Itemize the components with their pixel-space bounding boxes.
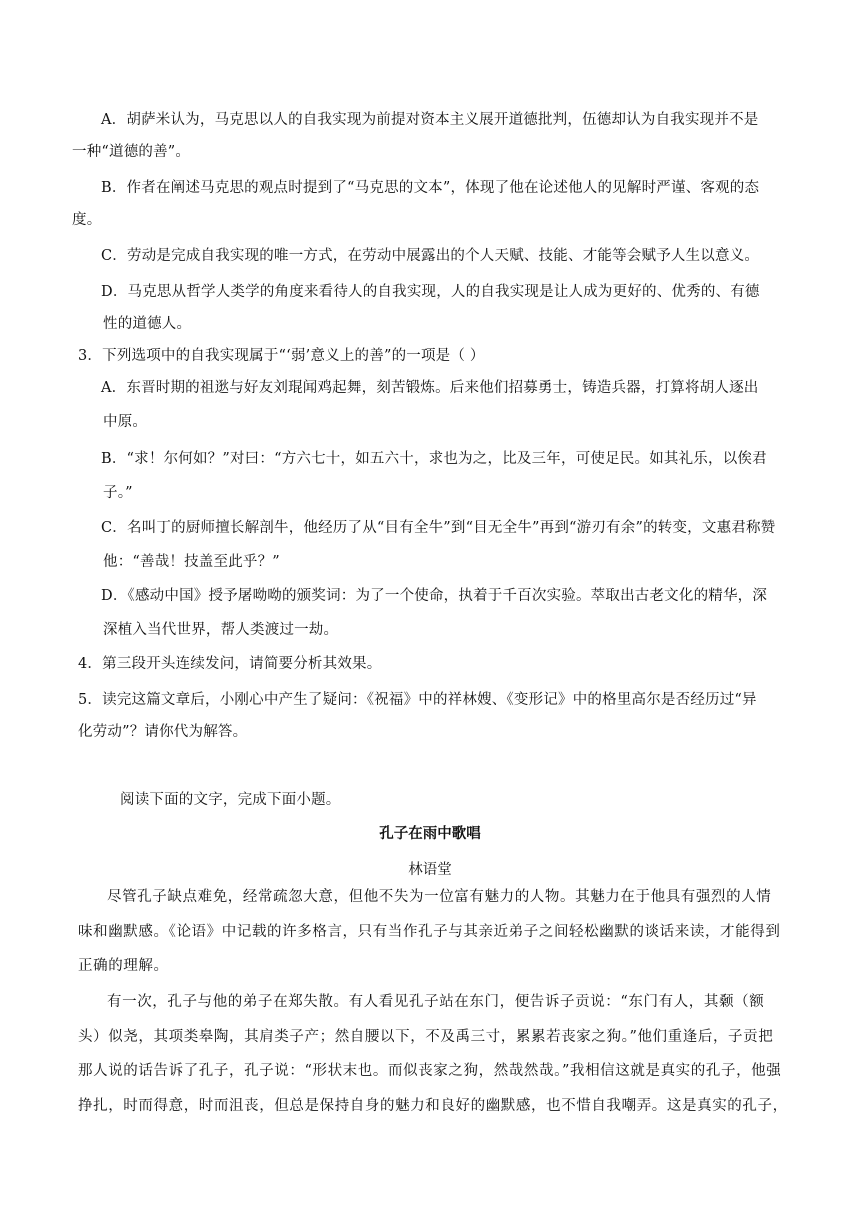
- article-author: 林语堂: [408, 862, 452, 878]
- article-paragraph-2: [78, 985, 788, 1123]
- q5-stem-cont: [78, 716, 783, 748]
- q2-option-b: [103, 172, 783, 204]
- q3-option-c-line1: C．名叫丁的厨师擅长解剖牛，他经历了从“目有全牛”到“目无全牛”再到“游刃有余”的转变，文惠君称赞: [101, 520, 776, 536]
- q3-option-b-line2: 子。”: [103, 485, 133, 501]
- q3-option-a: [103, 372, 783, 404]
- article-p2-line2: 头）似尧，其项类皋陶，其肩类子产；然自腰以下，不及禹三寸，累累若丧家之狗。”他们重逢后，子贡把: [78, 1028, 774, 1045]
- article-paragraph-1: [78, 880, 783, 984]
- q3-option-a-line1: A．东晋时期的祖逖与好友刘琨闻鸡起舞，刻苦锻炼。后来他们招募勇士，铸造兵器，打算将胡人逐出: [101, 380, 759, 396]
- q3-option-c: [103, 512, 783, 544]
- q3-option-d-line2: 深植入当代世界，帮人类渡过一劫。: [103, 622, 339, 638]
- q3-option-d-line1: D．《感动中国》授予屠呦呦的颁奖词：为了一个使命，执着于千百次实验。萃取出古老文化的精华，深: [101, 588, 768, 604]
- q5-stem-line1: 5．读完这篇文章后，小刚心中产生了疑问：《祝福》中的祥林嫂、《变形记》中的格里高尔是否经历过“异: [78, 692, 757, 708]
- q2-option-a-line2: 一种“道德的善”。: [72, 144, 191, 160]
- q3-stem: [78, 340, 783, 372]
- q3-option-a-cont: [103, 406, 783, 438]
- q4-stem: [78, 648, 783, 680]
- q2-option-d: [103, 276, 783, 308]
- q2-option-c: [103, 240, 783, 272]
- q3-option-d-cont: [103, 614, 783, 646]
- q3-option-c-cont: [103, 546, 783, 578]
- q5-stem-line2: 化劳动”？请你代为解答。: [78, 724, 248, 740]
- article-p2-line4: 挣扎，时而得意，时而沮丧，但总是保持自身的魅力和良好的幽默感，也不惜自我嘲弄。这是真实的孔子，: [78, 1097, 788, 1114]
- q3-option-b: [103, 443, 783, 475]
- q2-option-b-line1: B．作者在阐述马克思的观点时提到了“马克思的文本”，体现了他在论述他人的见解时严谨、客观的态: [101, 180, 760, 196]
- article-p1-line2: 味和幽默感。《论语》中记载的许多格言，只有当作孔子与其亲近弟子之间轻松幽默的谈话来读，才能得到: [78, 923, 781, 940]
- article-p1-line1: 尽管孔子缺点难免，经常疏忽大意，但他不失为一位富有魅力的人物。其魅力在于他具有强烈的人情: [107, 889, 772, 905]
- q2-option-d-line1: D．马克思从哲学人类学的角度来看待人的自我实现，人的自我实现是让人成为更好的、优秀的、有德: [101, 284, 760, 300]
- q2-option-a-line1: A．胡萨米认为，马克思以人的自我实现为前提对资本主义展开道德批判，伍德却认为自我实现并不是: [101, 112, 759, 128]
- q3-stem-text: 3．下列选项中的自我实现属于“‘弱’意义上的善”的一项是（ ）: [78, 348, 485, 364]
- q2-option-a: [103, 104, 783, 136]
- reading-intro: [120, 784, 780, 816]
- q2-option-a-cont: [72, 136, 782, 168]
- article-p2-line3: 那人说的话告诉了孔子，孔子说：“形状末也。而似丧家之狗，然哉然哉。”我相信这就是真实的孔子，他强: [78, 1063, 782, 1079]
- article-p2-line1: 有一次，孔子与他的弟子在郑失散。有人看见孔子站在东门，便告诉子贡说：“东门有人，其颡（额: [107, 994, 765, 1010]
- q3-option-b-cont: [103, 477, 783, 509]
- q3-option-c-line2: 他：“善哉！技盖至此乎？”: [103, 554, 280, 570]
- q5-stem: [78, 684, 783, 716]
- q2-option-b-cont: [72, 204, 782, 236]
- q2-option-d-cont: [103, 308, 783, 340]
- q3-option-b-line1: B．“求！尔何如？”对曰：“方六七十，如五六十，求也为之，比及三年，可使足民。如其礼乐，以俟君: [101, 451, 767, 467]
- reading-intro-text: 阅读下面的文字，完成下面小题。: [120, 792, 341, 808]
- q2-option-c-line1: C．劳动是完成自我实现的唯一方式，在劳动中展露出的个人天赋、技能、才能等会赋予人生以意义。: [101, 248, 760, 264]
- q3-option-a-line2: 中原。: [103, 414, 148, 430]
- q2-option-b-line2: 度。: [72, 212, 102, 228]
- q4-stem-text: 4．第三段开头连续发问，请简要分析其效果。: [78, 656, 382, 672]
- q3-option-d: [103, 580, 783, 612]
- article-title: 孔子在雨中歌唱: [379, 825, 481, 842]
- article-p1-line3: 正确的理解。: [78, 958, 169, 974]
- q2-option-d-line2: 性的道德人。: [103, 316, 192, 332]
